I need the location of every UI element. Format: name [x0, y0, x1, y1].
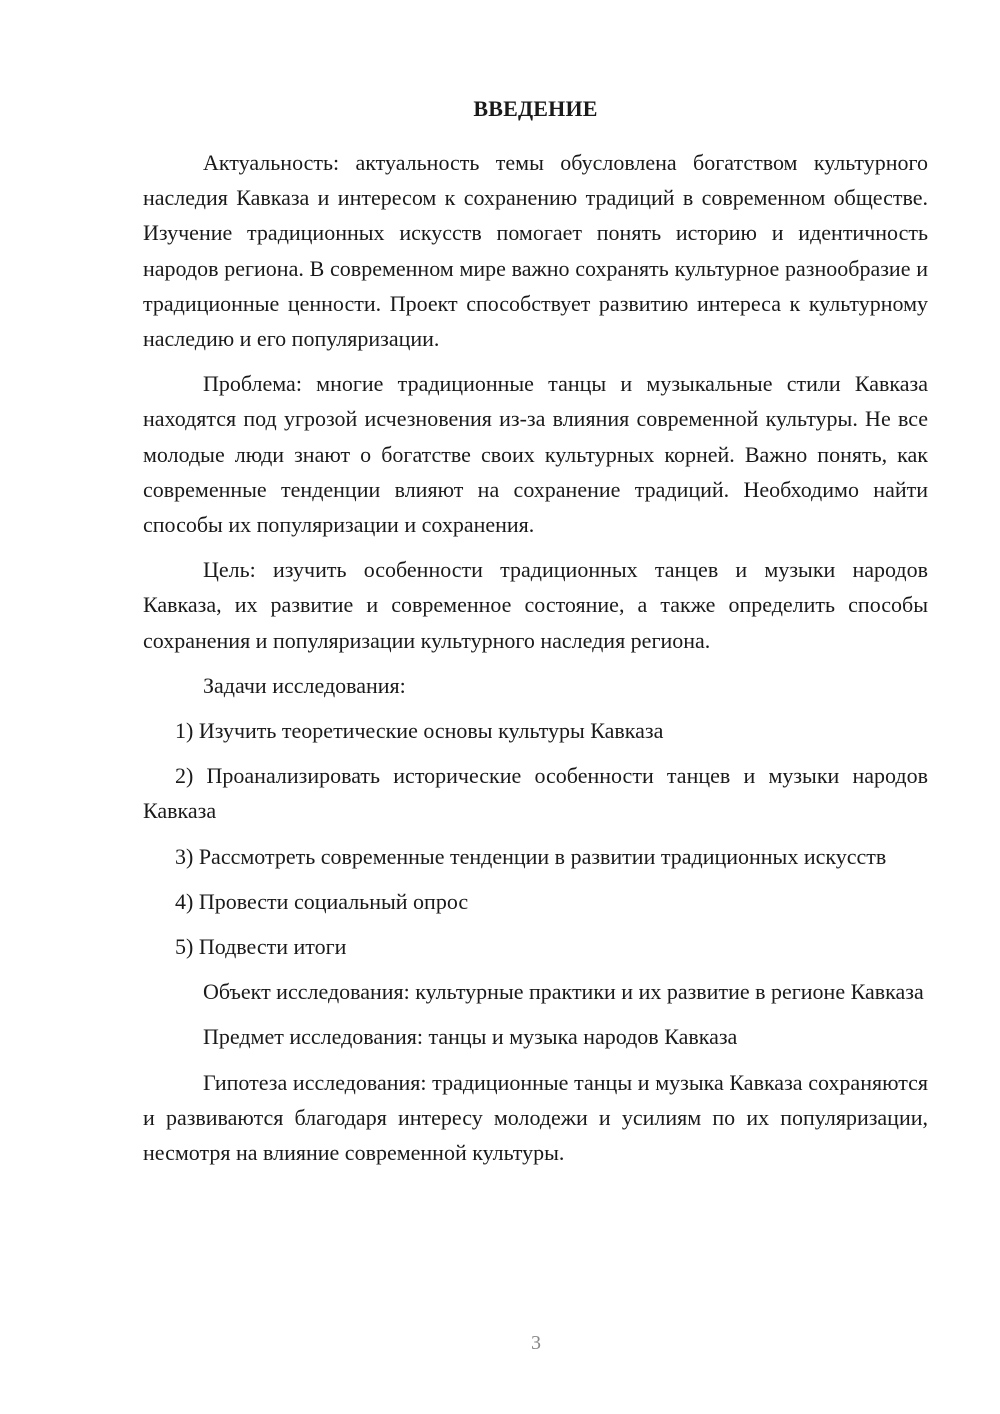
- object-paragraph: Объект исследования: культурные практики и их развитие в регионе Кавказа: [203, 979, 924, 1005]
- task-item: 5) Подвести итоги: [175, 934, 347, 960]
- subject-paragraph: Предмет исследования: танцы и музыка народов Кавказа: [203, 1024, 738, 1050]
- task-item: 1) Изучить теоретические основы культуры Кавказа: [175, 718, 664, 744]
- task-item: 3) Рассмотреть современные тенденции в развитии традиционных искусств: [175, 843, 887, 869]
- goal-paragraph: Цель: изучить особенности традиционных танцев и музыки народов Кавказа, их развитие и современное состояние, а также определить способы сохранения и популяризации культурного наследия региона.: [143, 557, 928, 653]
- task-item: 2) Проанализировать исторические особенности танцев и музыки народов Кавказа: [143, 763, 928, 824]
- tasks-heading: Задачи исследования:: [203, 672, 406, 698]
- section-title: ВВЕДЕНИЕ: [473, 96, 598, 121]
- hypothesis-paragraph: Гипотеза исследования: традиционные танцы и музыка Кавказа сохраняются и развиваются благодаря интересу молодежи и усилиям по их популяризации, несмотря на влияние современной культуры.: [143, 1069, 928, 1166]
- relevance-paragraph: Актуальность: актуальность темы обусловлена богатством культурного наследия Кавказа и интересом к сохранению традиций в современном обществе. Изучение традиционных искусств помогает понять историю и идентичность народов региона. В современном мире важно сохранять культурное разнообразие и традиционные ценности. Проект способствует развитию интереса к культурному наследию и его популяризации.: [143, 150, 928, 352]
- document-page: [143, 94, 928, 1180]
- problem-paragraph: Проблема: многие традиционные танцы и музыкальные стили Кавказа находятся под угрозой исчезновения из-за влияния современной культуры. Не все молодые люди знают о богатстве своих культурных корней. Важно понять, как современные тенденции влияют на сохранение традиций. Необходимо найти способы их популяризации и сохранения.: [143, 371, 928, 538]
- task-item: 4) Провести социальный опрос: [175, 888, 469, 914]
- page-number: 3: [531, 1332, 541, 1354]
